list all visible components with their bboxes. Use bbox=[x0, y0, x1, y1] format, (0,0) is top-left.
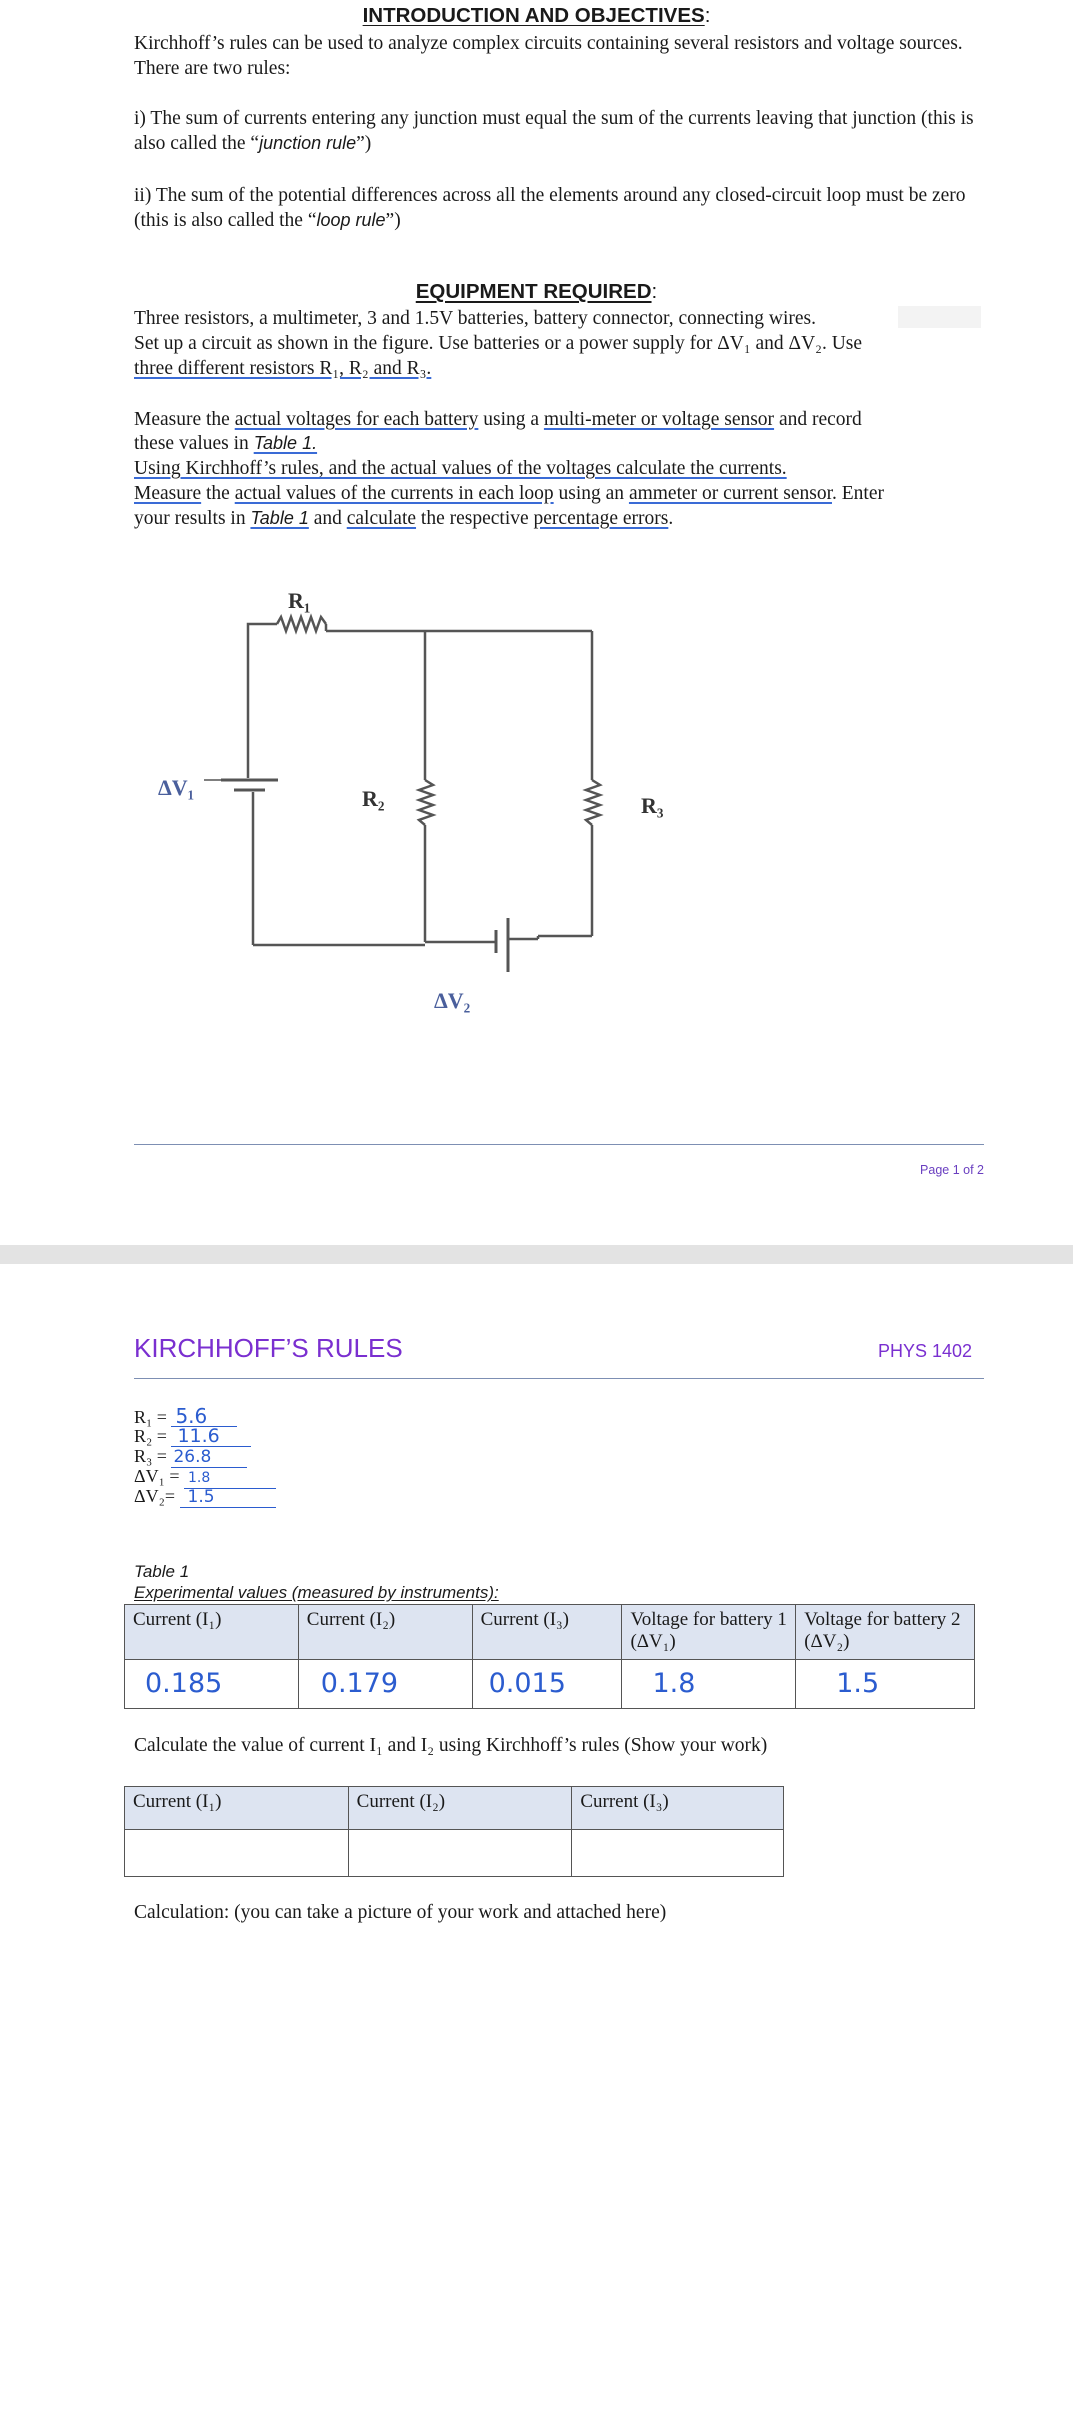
equipment-line-2: Set up a circuit as shown in the figure. Use batteries or a power supply for ΔV₁ and ΔV₂. Use bbox=[134, 333, 863, 354]
table2-cell-i3[interactable] bbox=[572, 1830, 784, 1877]
procedure-line-3: Using Kirchhoff’s rules, and the actual values of the voltages calculate the currents. bbox=[134, 458, 787, 479]
table1-data-row bbox=[125, 1660, 975, 1709]
table1-cell-i2[interactable]: 0.179 bbox=[298, 1660, 472, 1709]
label-dv2: ΔV₂ bbox=[434, 988, 471, 1013]
procedure-line-5: your results in Table 1 and calculate the respective percentage errors. bbox=[134, 508, 674, 529]
value-r1: R₁ = 5.6 bbox=[134, 1406, 434, 1426]
resistor-r1 bbox=[277, 617, 326, 631]
table2-cell-i1[interactable] bbox=[125, 1830, 349, 1877]
table1-subcaption: Experimental values (measured by instruments): bbox=[134, 1583, 499, 1602]
value-dv2: ΔV₂= 1.5 bbox=[134, 1486, 434, 1506]
table-2 bbox=[124, 1786, 784, 1877]
equipment-line-3: three different resistors R₁, R₂ and R₃. bbox=[134, 358, 432, 379]
rule-1: i) The sum of currents entering any junction must equal the sum of the currents leaving that junction (this is also called the “junction rule”) bbox=[134, 108, 974, 154]
table1-header-dv2: Voltage for battery 2 (ΔV₂) bbox=[796, 1605, 975, 1660]
table1-header-dv1: Voltage for battery 1 (ΔV₁) bbox=[622, 1605, 796, 1660]
equipment-heading: EQUIPMENT REQUIRED: bbox=[415, 280, 658, 303]
table-1 bbox=[124, 1604, 975, 1709]
page-number: Page 1 of 2 bbox=[920, 1163, 984, 1177]
table1-cell-i1[interactable]: 0.185 bbox=[125, 1660, 299, 1709]
table1-caption: Table 1 bbox=[134, 1562, 190, 1581]
procedure-line-4: Measure the actual values of the currents in each loop using an ammeter or current sensor. Enter bbox=[134, 483, 884, 504]
table1-header-row bbox=[125, 1605, 975, 1660]
resistor-r2 bbox=[419, 780, 433, 825]
calculation-note: Calculation: (you can take a picture of your work and attached here) bbox=[134, 1902, 667, 1923]
value-r2: R₂ = 11.6 bbox=[134, 1426, 434, 1446]
worksheet-title: KIRCHHOFF’S RULES bbox=[134, 1333, 403, 1363]
value-dv1: ΔV₁ = 1.8 bbox=[134, 1466, 434, 1486]
table1-cell-i3[interactable]: 0.015 bbox=[472, 1660, 622, 1709]
label-dv1: ΔV₁ bbox=[158, 775, 195, 800]
rule-2: ii) The sum of the potential differences across all the elements around any closed-circuit loop must be zero (this is also called the “loop rule”) bbox=[134, 185, 966, 231]
equipment-line-1: Three resistors, a multimeter, 3 and 1.5V batteries, battery connector, connecting wires. bbox=[134, 308, 816, 329]
procedure-line-1: Measure the actual voltages for each battery using a multi-meter or voltage sensor and record bbox=[134, 409, 862, 430]
intro-heading: INTRODUCTION AND OBJECTIVES: bbox=[362, 4, 711, 27]
table2-header-i2: Current (I₂) bbox=[348, 1787, 572, 1830]
value-r3: R₃ = 26.8 bbox=[134, 1446, 434, 1466]
table1-cell-dv2[interactable]: 1.5 bbox=[796, 1660, 975, 1709]
label-r1: R₁ bbox=[288, 588, 311, 613]
label-r2: R₂ bbox=[362, 786, 385, 811]
table2-cell-i2[interactable] bbox=[348, 1830, 572, 1877]
table2-data-row bbox=[125, 1830, 784, 1877]
table2-header-row bbox=[125, 1787, 784, 1830]
resistor-r3 bbox=[586, 780, 600, 825]
table1-cell-dv1[interactable]: 1.8 bbox=[622, 1660, 796, 1709]
circuit-diagram bbox=[0, 560, 1073, 1020]
table1-header-i2: Current (I₂) bbox=[298, 1605, 472, 1660]
wire-top-left bbox=[248, 624, 277, 631]
values-list bbox=[134, 1406, 434, 1506]
table2-header-i3: Current (I₃) bbox=[572, 1787, 784, 1830]
title-divider bbox=[134, 1378, 984, 1379]
table1-header-i3: Current (I₃) bbox=[472, 1605, 622, 1660]
table1-header-i1: Current (I₁) bbox=[125, 1605, 299, 1660]
calculation-prompt: Calculate the value of current I₁ and I₂ using Kirchhoff’s rules (Show your work) bbox=[134, 1735, 768, 1756]
label-r3: R₃ bbox=[641, 793, 664, 818]
intro-paragraph: Kirchhoff’s rules can be used to analyze complex circuits containing several resistors and voltage sources. There are two rules: bbox=[134, 33, 963, 79]
procedure-line-2: these values in Table 1. bbox=[134, 433, 318, 454]
footer-divider bbox=[134, 1144, 984, 1145]
page-2 bbox=[0, 1264, 1073, 2433]
table2-header-i1: Current (I₁) bbox=[125, 1787, 349, 1830]
course-code: PHYS 1402 bbox=[878, 1341, 973, 1361]
